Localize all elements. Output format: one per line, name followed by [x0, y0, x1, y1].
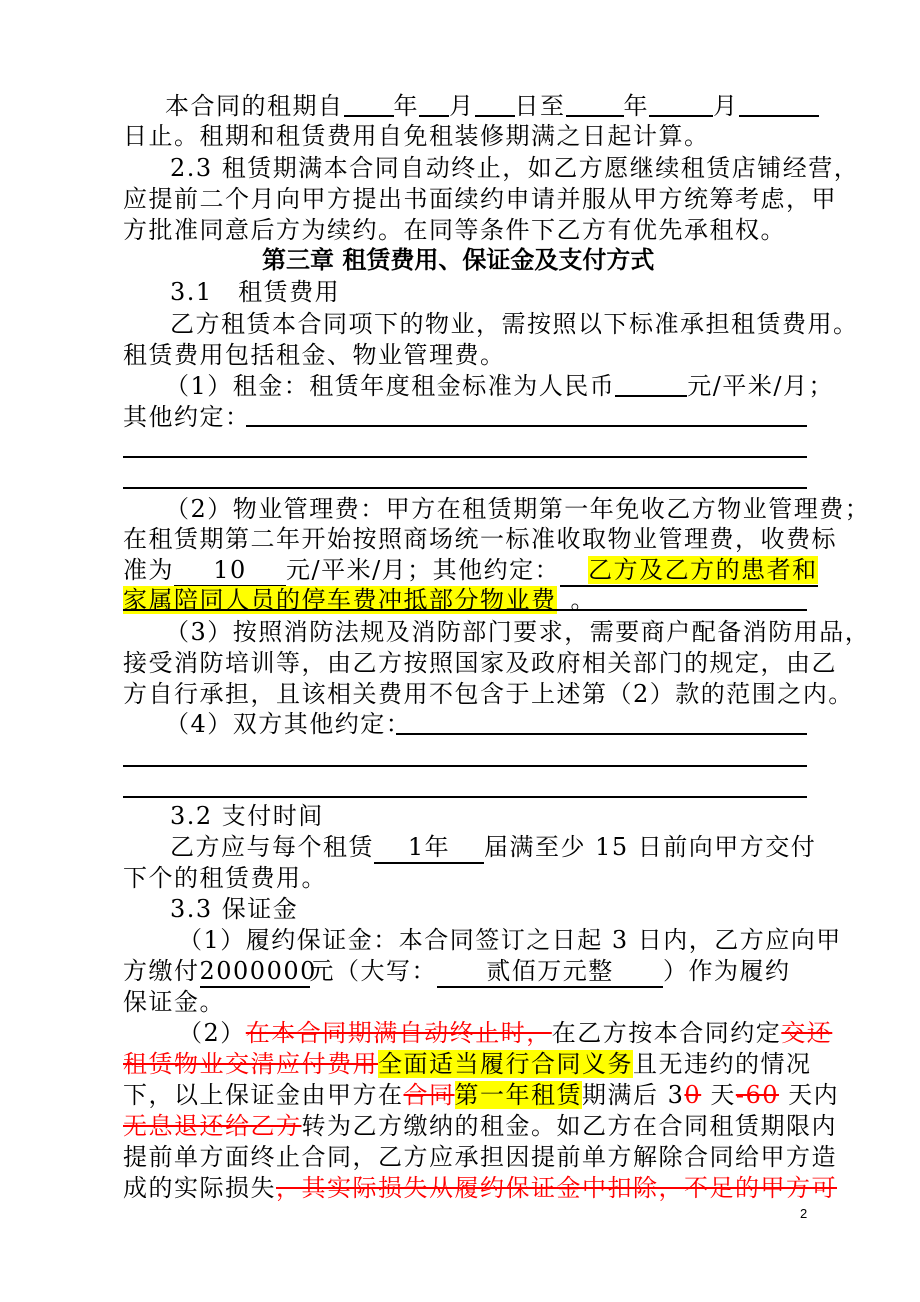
page-number: 2: [800, 1206, 808, 1221]
year-label-2: 年: [623, 92, 649, 120]
start-month-blank: [419, 91, 449, 117]
deposit-amount-value: 2000000: [200, 956, 310, 988]
deposit-label: 方缴付: [123, 957, 200, 985]
lease-term-line: [165, 91, 819, 121]
revision-text: 成的实际损失: [123, 1174, 276, 1202]
revision-line-3: [123, 1080, 839, 1110]
end-year-blank: [566, 91, 624, 117]
deposit-clause: （1）履约保证金：本合同签订之日起 3 日内，乙方应向甲: [178, 926, 842, 954]
fill-rule: [123, 765, 807, 767]
fill-rule: [123, 487, 807, 489]
deleted-text: ，其实际损失从履约保证金中扣除，不足的甲方可: [276, 1174, 837, 1202]
revision-line-4: [123, 1111, 837, 1141]
revision-line-1: [178, 1018, 832, 1048]
month-label: 月: [449, 92, 475, 120]
fill-rule: [123, 796, 807, 798]
payment-text: 届满至少 15 日前向甲方交付: [484, 833, 817, 861]
deleted-text: 租赁物业交清应付费用: [123, 1050, 378, 1078]
month-label-2: 月: [713, 92, 739, 120]
fill-rule: [123, 456, 807, 458]
other-agreement-4: （4）双方其他约定：: [165, 710, 412, 738]
rent-label: （1）租金：租赁年度租金标准为人民币: [165, 372, 616, 400]
payment-period-value: 1年: [374, 832, 484, 864]
text-line: 应提前二个月向甲方提出书面续约申请并服从甲方统筹考虑，甲: [123, 185, 837, 213]
highlighted-agreement-text: 家属陪同人员的停车费冲抵部分物业费: [123, 586, 557, 614]
day-to-label: 日至: [514, 92, 566, 120]
rent-unit: 元/平米/月；: [687, 372, 834, 400]
end-month-blank: [649, 91, 713, 117]
period-mark: 。: [570, 586, 596, 614]
text-line: 方自行承担，且该相关费用不包含于上述第（2）款的范围之内。: [123, 680, 854, 708]
deleted-text: 无息退还给乙方: [123, 1112, 302, 1140]
deposit-amount-words: 贰佰万元整: [437, 956, 663, 988]
deleted-text: 合同: [403, 1081, 455, 1109]
text-line: 在租赁期第二年开始按照商场统一标准收取物业管理费，收费标: [123, 525, 837, 553]
revision-text: 下，以上保证金由甲方在: [123, 1081, 404, 1109]
end-day-blank: [739, 91, 819, 117]
clause-number: （2）: [178, 1019, 246, 1047]
start-day-blank: [475, 91, 515, 117]
text-line: 提前单方面终止合同，乙方应承担因提前单方解除合同给甲方造: [123, 1143, 837, 1171]
text-line: 乙方租赁本合同项下的物业，需按照以下标准承担租赁费用。: [170, 310, 859, 338]
text-line: 租赁费用包括租金、物业管理费。: [123, 341, 506, 369]
inserted-highlight-text: 第一年租赁: [454, 1081, 582, 1109]
highlighted-agreement-text: 乙方及乙方的患者和: [588, 556, 818, 584]
lease-term-label: 本合同的租期自: [165, 92, 344, 120]
section-3-2-heading: 3.2 支付时间: [170, 802, 324, 830]
deleted-text: 在本合同期满自动终止时，: [245, 1019, 552, 1047]
rent-amount-blank: [615, 371, 687, 397]
deleted-text: 交还: [781, 1019, 833, 1047]
text-line: 保证金。: [123, 988, 225, 1016]
year-label: 年: [393, 92, 419, 120]
revision-line-2: [123, 1049, 812, 1079]
text-line: 方批准同意后方为续约。在同等条件下乙方有优先承租权。: [123, 216, 786, 244]
fill-rule: [246, 425, 807, 427]
revision-line-6: [123, 1173, 837, 1203]
deleted-text: 0: [684, 1081, 702, 1109]
other-agreement-label: 其他约定：: [123, 403, 251, 431]
deposit-amount-line: [123, 956, 791, 986]
text-line: 接受消防培训等，由乙方按照国家及政府相关部门的规定，由乙: [123, 649, 837, 677]
text-line: 日止。租期和租赁费用自免租装修期满之日起计算。: [123, 122, 710, 150]
section-3-3-heading: 3.3 保证金: [170, 895, 299, 923]
revision-text: 且无违约的情况: [633, 1050, 812, 1078]
payment-label: 乙方应与每个租赁: [170, 833, 374, 861]
deleted-text: -60: [735, 1081, 779, 1109]
revision-text: 期满后 3: [582, 1081, 685, 1109]
fill-rule: [396, 733, 807, 735]
chapter-3-title: 第三章 租赁费用、保证金及支付方式: [262, 245, 655, 274]
text-line: 下个的租赁费用。: [123, 864, 327, 892]
deposit-text: ）作为履约: [663, 957, 791, 985]
rent-line: [165, 371, 834, 401]
inserted-highlight-text: 全面适当履行合同义务: [378, 1050, 633, 1078]
revision-text: 转为乙方缴纳的租金。如乙方在合同租赁期限内: [301, 1112, 837, 1140]
fill-rule: [123, 609, 807, 611]
deposit-words-label: 元（大写：: [309, 957, 437, 985]
fee-unit-label: 元/平米/月；其他约定：: [286, 556, 561, 584]
revision-text: 天: [701, 1081, 736, 1109]
start-year-blank: [344, 91, 394, 117]
fee-label: 准为: [123, 556, 174, 584]
management-fee-clause: （2）物业管理费：甲方在租赁期第一年免收乙方物业管理费；: [165, 495, 871, 523]
payment-line: [170, 832, 816, 862]
management-fee-value: 10: [174, 555, 286, 587]
revision-text: 天内: [778, 1081, 840, 1109]
section-3-1-heading: 3.1 租赁费用: [170, 278, 341, 306]
revision-text: 在乙方按本合同约定: [551, 1019, 782, 1047]
fire-clause: （3）按照消防法规及消防部门要求，需要商户配备消防用品，: [165, 618, 871, 646]
management-fee-line: [123, 555, 818, 585]
clause-2-3: 2.3 租赁期满本合同自动终止，如乙方愿继续租赁店铺经营，: [170, 154, 860, 182]
